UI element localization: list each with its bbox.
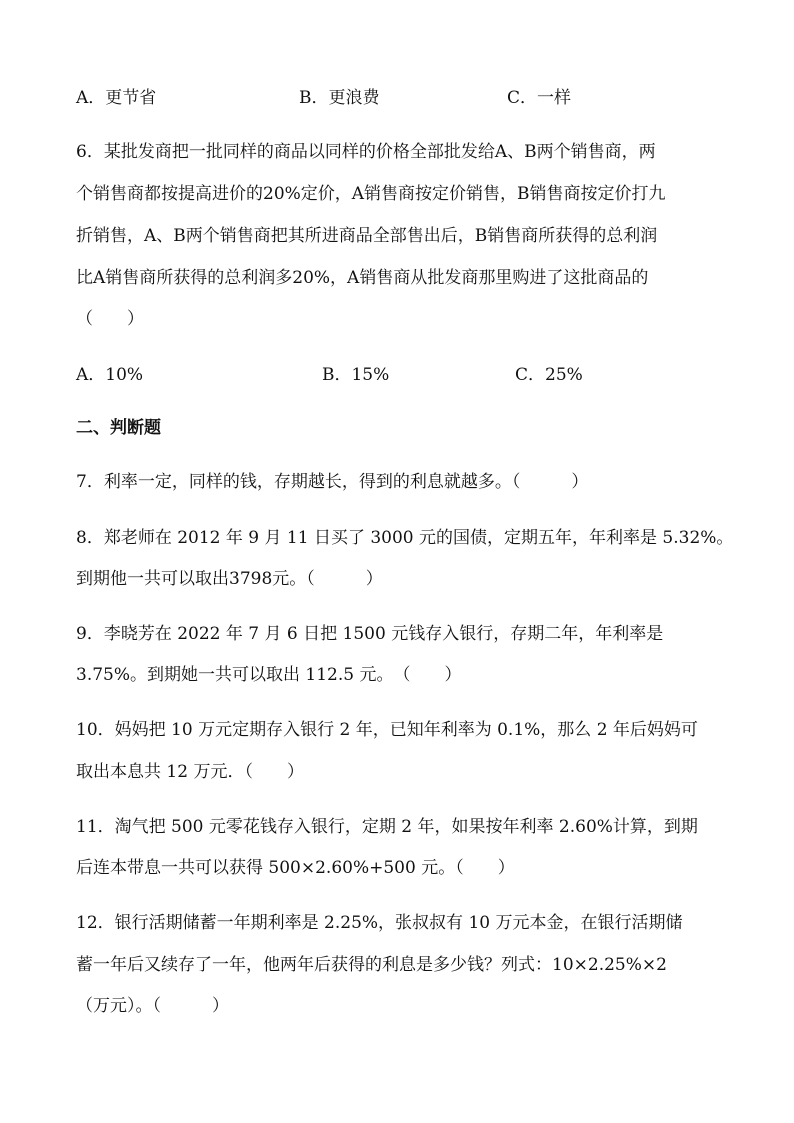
q5-option-c: C．一样 (507, 88, 572, 108)
q8-line-1: 8．郑老师在 2012 年 9 月 11 日买了 3000 元的国债，定期五年，年利率是 5.32%。 (76, 528, 734, 548)
q9-line-1: 9．李晓芳在 2022 年 7 月 6 日把 1500 元钱存入银行，存期二年，年利率是 (76, 624, 664, 644)
q8-line-2: 到期他一共可以取出3798元。（ ） (76, 569, 383, 589)
q7-line-1: 7．利率一定，同样的钱，存期越长，得到的利息就越多。（ ） (76, 472, 589, 492)
q5-option-a: A．更节省 (76, 88, 157, 108)
section-heading-judgement: 二、判断题 (76, 418, 161, 438)
q6-option-a: A．10% (76, 365, 144, 385)
q6-line-2: 个销售商都按提高进价的20%定价，A销售商按定价销售，B销售商按定价打九 (76, 184, 666, 204)
q11-line-1: 11．淘气把 500 元零花钱存入银行，定期 2 年，如果按年利率 2.60%计算，到期 (76, 817, 698, 837)
q6-option-b: B．15% (322, 365, 390, 385)
q10-line-1: 10．妈妈把 10 万元定期存入银行 2 年，已知年利率为 0.1%，那么 2 年后妈妈可 (76, 720, 698, 740)
q11-line-2: 后连本带息一共可以获得 500×2.60%+500 元。（ ） (76, 858, 515, 878)
q6-line-5: （ ） (76, 309, 144, 329)
q6-line-3: 折销售，A、B两个销售商把其所进商品全部售出后，B销售商所获得的总利润 (76, 226, 658, 246)
q6-line-1: 6．某批发商把一批同样的商品以同样的价格全部批发给A、B两个销售商，两 (76, 142, 656, 162)
q12-line-2: 蓄一年后又续存了一年，他两年后获得的利息是多少钱？列式：10×2.25%×2 (76, 955, 667, 975)
q12-line-1: 12．银行活期储蓄一年期利率是 2.25%，张叔叔有 10 万元本金，在银行活期储 (76, 913, 683, 933)
q9-line-2: 3.75%。到期她一共可以取出 112.5 元。 （ ） (76, 665, 462, 685)
q6-line-4: 比A销售商所获得的总利润多20%，A销售商从批发商那里购进了这批商品的 (76, 268, 649, 288)
q10-line-2: 取出本息共 12 万元．（ ） (76, 762, 304, 782)
q5-option-b: B．更浪费 (299, 88, 380, 108)
q6-option-c: C．25% (515, 365, 583, 385)
q12-line-3: （万元）。（ ） (76, 996, 229, 1016)
